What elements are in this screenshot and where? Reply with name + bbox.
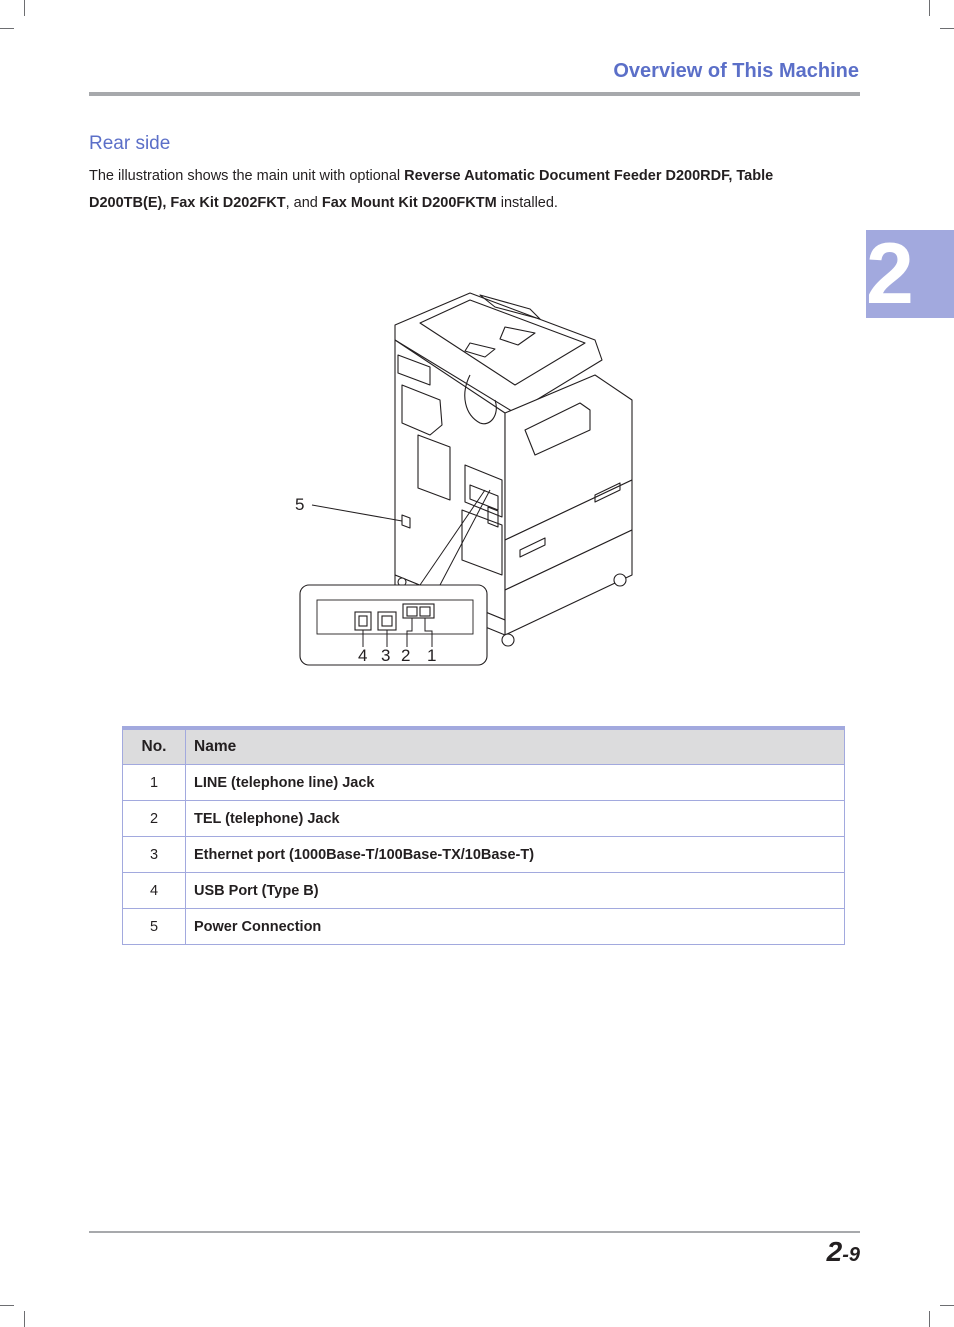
page-chapter: 2 [826, 1236, 843, 1267]
chapter-tab-number: 2 [866, 230, 914, 318]
row-no: 4 [123, 873, 186, 909]
row-no: 3 [123, 837, 186, 873]
section-title: Rear side [89, 133, 171, 154]
callout-1: 1 [427, 646, 437, 665]
chapter-tab [866, 230, 954, 318]
intro-text-mid: , and [285, 195, 322, 211]
parts-table [122, 726, 845, 945]
table-row [123, 873, 845, 909]
row-name: Ethernet port (1000Base-T/100Base-TX/10Base-T) [186, 837, 845, 873]
header-title: Overview of This Machine [613, 60, 859, 82]
row-name: LINE (telephone line) Jack [186, 765, 845, 801]
column-header-name: Name [186, 728, 845, 765]
crop-mark [940, 1305, 954, 1306]
table-row [123, 765, 845, 801]
row-no: 1 [123, 765, 186, 801]
page-index: -9 [842, 1244, 860, 1266]
table-row [123, 801, 845, 837]
intro-text: The illustration shows the main unit with optional [89, 168, 405, 184]
header-rule [89, 92, 860, 96]
crop-mark [0, 1305, 14, 1306]
table-row [123, 837, 845, 873]
row-name: USB Port (Type B) [186, 873, 845, 909]
footer-rule [89, 1231, 860, 1233]
callout-5: 5 [295, 495, 305, 514]
intro-bold-options: Reverse Automatic Document Feeder D200RDF, Table D200TB(E), Fax Kit D202FKT [89, 168, 774, 211]
crop-mark [929, 1311, 930, 1327]
crop-mark [24, 0, 25, 16]
crop-mark [0, 28, 14, 29]
row-no: 5 [123, 909, 186, 945]
crop-mark [24, 1311, 25, 1327]
intro-bold-mount-kit: Fax Mount Kit D200FKTM [321, 195, 497, 211]
page-number [827, 1236, 860, 1268]
intro-paragraph [89, 163, 829, 217]
table-header-row [123, 728, 845, 765]
intro-text-end: installed. [496, 195, 558, 211]
callout-leader-5 [312, 505, 402, 521]
crop-mark [940, 28, 954, 29]
row-no: 2 [123, 801, 186, 837]
callout-4: 4 [358, 646, 368, 665]
crop-mark [929, 0, 930, 16]
row-name: Power Connection [186, 909, 845, 945]
machine-rear-illustration [290, 285, 640, 670]
table-row [123, 909, 845, 945]
column-header-no: No. [123, 728, 186, 765]
callout-2: 2 [401, 646, 411, 665]
callout-3: 3 [381, 646, 391, 665]
row-name: TEL (telephone) Jack [186, 801, 845, 837]
